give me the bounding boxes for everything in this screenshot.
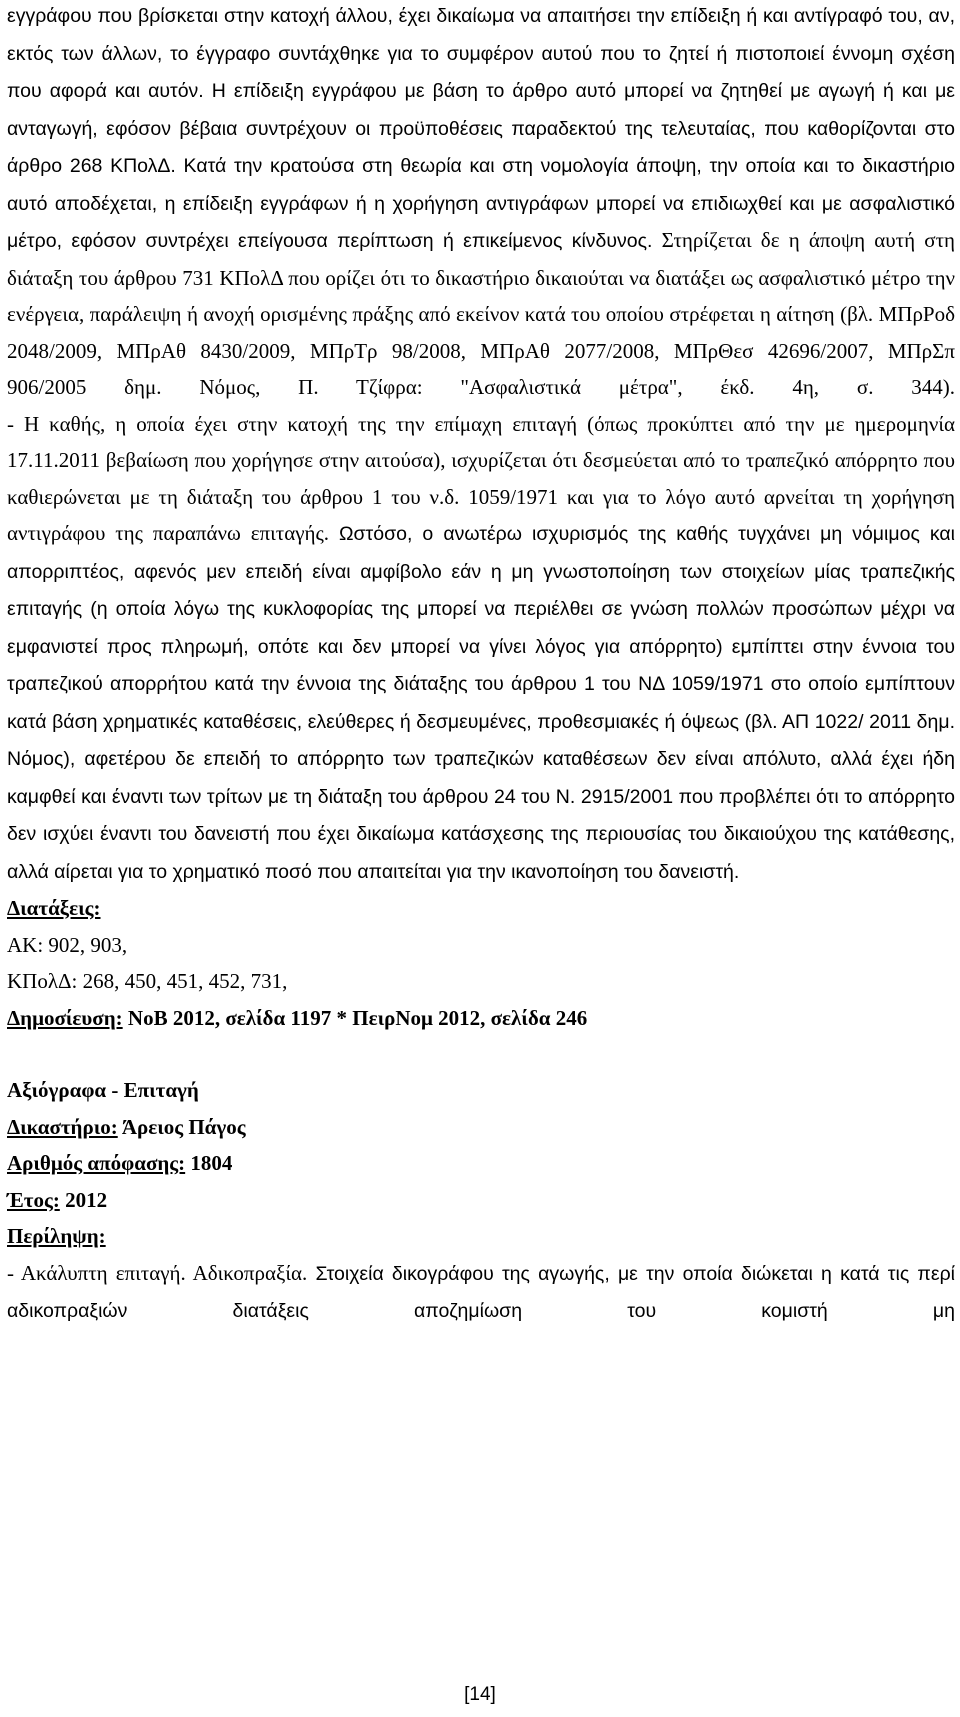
- document-body: [7, 0, 955, 1330]
- summary-sans-text: Στοιχεία δικογράφου της αγωγής, με την οποία διώκεται η κατά τις περί αδικοπραξιών διατάξεις αποζημίωση του κομιστή μη: [7, 1262, 955, 1322]
- publication-label: Δημοσίευση:: [7, 1005, 123, 1030]
- court-label: Δικαστήριο:: [7, 1114, 118, 1139]
- decision-label: Αριθμός απόφασης:: [7, 1151, 186, 1175]
- summary-text: [7, 1255, 955, 1330]
- provisions-ak: ΑΚ: 902, 903,: [7, 932, 128, 957]
- paragraph-2-serif-text: - Η καθής, η οποία έχει στην κατοχή της την επίμαχη επιταγή (όπως προκύπτει από την με ημερομηνία 17.11.2011 βεβαίωση που χορήγησε στην αιτούσα), ισχυρίζεται ότι δεσμεύεται από το τραπεζικό απόρρητο που καθιερώνεται με τη διάταξη του άρθρου 1 του ν.δ. 1059/1971 και για το λόγο αυτό αρνείται τη χορήγηση αντιγράφου της παραπάνω επιταγής.: [7, 411, 955, 545]
- summary-label: Περίληψη:: [7, 1224, 106, 1248]
- paragraph-2-sans-text: Ωστόσο, ο ανωτέρω ισχυρισμός της καθής τυγχάνει μη νόμιμος και απορριπτέος, αφενός μεν επειδή είναι αμφίβολο εάν η μη γνωστοποίηση των στοιχείων μίας τραπεζικής επιταγής (η οποία λόγω της κυκλοφορίας της μπορεί να περιέλθει σε γνώση πολλών προσώπων μέχρι να εμφανιστεί προς πληρωμή, οπότε και δεν μπορεί να γίνει λόγος για απόρρητο) εμπίπτει στην έννοια του τραπεζικού απορρήτου κατά την έννοια της διάταξης του άρθρου 1 του ΝΔ 1059/1971 στο οποίο εμπίπτουν κατά βάση χρηματικές καταθέσεις, ελεύθερες ή δεσμευμένες, προθεσμιακές ή όψεως (βλ. ΑΠ 1022/ 2011 δημ. Νόμος), αφετέρου δε επειδή το απόρρητο των τραπεζικών καταθέσεων δεν είναι απόλυτο, αλλά έχει ήδη καμφθεί και έναντι των τρίτων με τη διάταξη του άρθρου 24 του Ν. 2915/2001 που προβλέπει ότι το απόρρητο δεν ισχύει έναντι του δανειστή που έχει δικαίωμα κατάσχεσης της περιουσίας του δικαιούχου της κατάθεσης, αλλά αίρεται για το χρηματικό ποσό που απαιτείται για την ικανοποίηση του δανειστή.: [7, 523, 955, 883]
- provisions-label: Διατάξεις:: [7, 896, 101, 920]
- provisions-heading: [7, 890, 955, 927]
- court-line: [7, 1109, 955, 1146]
- paragraph-bank-secrecy: [7, 406, 955, 891]
- decision-line: [7, 1145, 955, 1182]
- page-number: [14]: [464, 1684, 496, 1705]
- case-title: Αξιόγραφα - Επιταγή: [7, 1078, 199, 1102]
- provisions-kpold: ΚΠολΔ: 268, 450, 451, 452, 731,: [7, 969, 288, 993]
- decision-value: 1804: [185, 1151, 233, 1175]
- year-line: [7, 1182, 955, 1219]
- paragraph-evidence-law: [7, 0, 955, 406]
- summary-serif-text: - Ακάλυπτη επιταγή. Αδικοπραξία.: [7, 1260, 308, 1285]
- year-label: Έτος:: [7, 1187, 60, 1212]
- paragraph-1-serif-text: Στηρίζεται δε η άποψη αυτή στη διάταξη του άρθρου 731 ΚΠολΔ που ορίζει ότι το δικαστήριο δικαιούται να διατάξει ως ασφαλιστικό μέτρο την ενέργεια, παράλειψη ή ανοχή ορισμένης πράξης από εκείνον κατά του οποίου στρέφεται η αίτηση (βλ. ΜΠρΡοδ 2048/2009, ΜΠρΑθ 8430/2009, ΜΠρΤρ 98/2008, ΜΠρΑθ 2077/2008, ΜΠρΘεσ 42696/2007, ΜΠρΣπ 906/2005 δημ. Νόμος, Π. Τζίφρα: "Ασφαλιστικά μέτρα", έκδ. 4η, σ. 344).: [7, 228, 955, 399]
- paragraph-1-text: εγγράφου που βρίσκεται στην κατοχή άλλου, έχει δικαίωμα να απαιτήσει την επίδειξη ή και αντίγραφό του, αν, εκτός των άλλων, το έγγραφο συντάχθηκε για το συμφέρον αυτού που το ζητεί ή πιστοποιεί έννομη σχέση που αφορά και αυτόν. Η επίδειξη εγγράφου με βάση το άρθρο αυτό μπορεί να ζητηθεί με αγωγή ή και με ανταγωγή, εφόσον βέβαια συντρέχουν οι προϋποθέσεις παραδεκτού της τελευταίας, που καθορίζονται στο άρθρο 268 ΚΠολΔ. Κατά την κρατούσα στη θεωρία και στη νομολογία άποψη, την οποία και το δικαστήριο αυτό αποδέχεται, η επίδειξη εγγράφων ή η χορήγηση αντιγράφων μπορεί να επιδιωχθεί και με ασφαλιστικό μέτρο, εφόσον συντρέχει επείγουσα περίπτωση ή επικείμενος κίνδυνος.: [7, 5, 955, 252]
- summary-heading: [7, 1218, 955, 1255]
- section-gap: [7, 1036, 955, 1072]
- publication-line: [7, 1000, 955, 1037]
- publication-value: ΝοΒ 2012, σελίδα 1197 * ΠειρΝομ 2012, σελίδα 246: [122, 1005, 588, 1030]
- year-value: 2012: [59, 1187, 108, 1212]
- court-value: Άρειος Πάγος: [117, 1114, 246, 1139]
